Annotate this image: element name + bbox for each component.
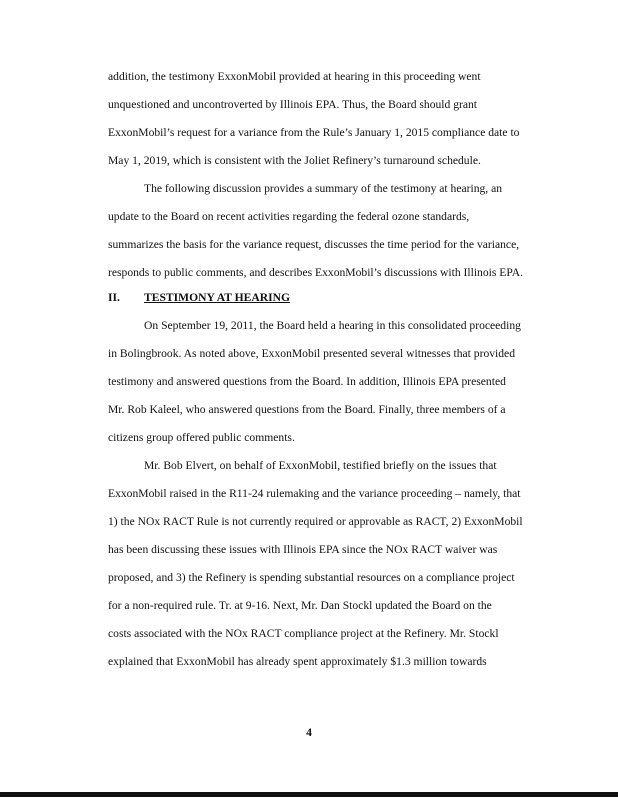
text-line: explained that ExxonMobil has already spent approximately $1.3 million towards xyxy=(108,655,487,668)
text-line: The following discussion provides a summary of the testimony at hearing, an xyxy=(144,182,503,195)
text-line: Mr. Rob Kaleel, who answered questions from the Board. Finally, three members of a xyxy=(108,403,506,416)
text-line: responds to public comments, and describes ExxonMobil’s discussions with Illinois EPA. xyxy=(108,266,523,279)
text-line: testimony and answered questions from the Board. In addition, Illinois EPA presented xyxy=(108,375,506,388)
text-line: unquestioned and uncontroverted by Illinois EPA. Thus, the Board should grant xyxy=(108,98,478,111)
text-line: Mr. Bob Elvert, on behalf of ExxonMobil, testified briefly on the issues that xyxy=(144,459,497,472)
text-line: update to the Board on recent activities regarding the federal ozone standards, xyxy=(108,210,470,223)
text-line: ExxonMobil raised in the R11-24 rulemaking and the variance proceeding – namely, that xyxy=(108,487,521,500)
text-line: addition, the testimony ExxonMobil provided at hearing in this proceeding went xyxy=(108,70,481,83)
page-number: 4 xyxy=(306,726,312,739)
bottom-border xyxy=(0,792,618,797)
text-line: 1) the NOx RACT Rule is not currently required or approvable as RACT, 2) ExxonMobil xyxy=(108,515,523,528)
text-line: citizens group offered public comments. xyxy=(108,431,295,444)
section-number: II. xyxy=(108,291,120,304)
text-line: May 1, 2019, which is consistent with the Joliet Refinery’s turnaround schedule. xyxy=(108,154,481,167)
section-title: TESTIMONY AT HEARING xyxy=(144,291,291,304)
text-line: summarizes the basis for the variance request, discusses the time period for the variance, xyxy=(108,238,520,251)
text-line: costs associated with the NOx RACT compliance project at the Refinery. Mr. Stockl xyxy=(108,627,499,640)
text-line: has been discussing these issues with Illinois EPA since the NOx RACT waiver was xyxy=(108,543,498,556)
text-line: for a non-required rule. Tr. at 9-16. Next, Mr. Dan Stockl updated the Board on the xyxy=(108,599,492,612)
text-line: ExxonMobil’s request for a variance from the Rule’s January 1, 2015 compliance date to xyxy=(108,126,520,139)
text-line: proposed, and 3) the Refinery is spending substantial resources on a compliance project xyxy=(108,571,515,584)
text-line: in Bolingbrook. As noted above, ExxonMobil presented several witnesses that provided xyxy=(108,347,515,360)
text-line: On September 19, 2011, the Board held a hearing in this consolidated proceeding xyxy=(144,319,521,332)
